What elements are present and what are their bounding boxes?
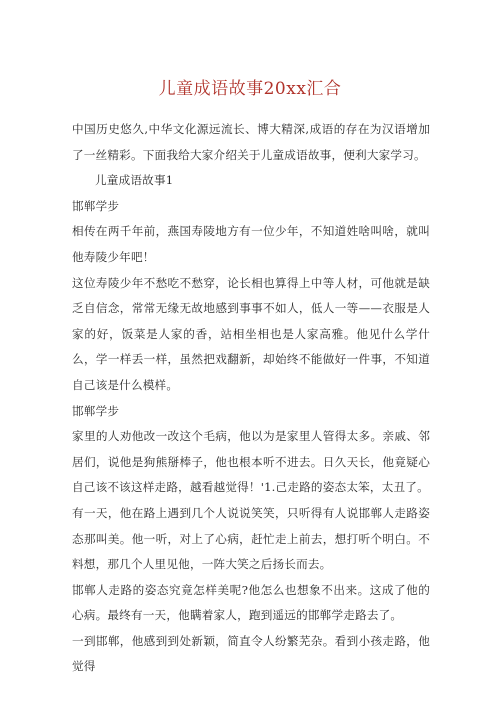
document-body [72,117,430,680]
story-subtitle: 邯郸学步 [72,403,120,418]
document-title: 儿童成语故事20xx汇合 [158,79,342,99]
story-subtitle: 邯郸学步 [72,198,120,213]
story-paragraph: 一到邯郸，他感到到处新颖，简直令人纷繁芜杂。看到小孩走路，他觉得 [72,633,430,674]
story-paragraph: 相传在两千年前，燕国寿陵地方有一位少年，不知道姓啥叫啥，就叫他寿陵少年吧！ [72,224,430,264]
intro-paragraph: 中国历史悠久,中华文化源远流长、博大精深,成语的存在为汉语增加了一丝精彩。下面我给大家介绍关于儿童成语故事，便利大家学习。 [72,122,430,162]
story-paragraph: 有一天，他在路上遇到几个人说说笑笑，只听得有人说邯郸人走路姿态那叫美。他一听，对上了心病，赶忙走上前去，想打听个明白。不料想，那几个人里见他，一阵大笑之后扬长而去。 [72,505,430,572]
story-paragraph: 家里的人劝他改一改这个毛病，他以为是家里人管得太多。亲戚、邻居们，说他是狗熊掰棒子，他也根本听不进去。日久天长，他竟疑心自己该不该这样走路，越看越觉得！'1.己走路的姿态太笨，太丑了。 [72,429,430,495]
section-heading: 儿童成语故事1 [95,173,174,188]
story-paragraph: 这位寿陵少年不愁吃不愁穿，论长相也算得上中等人材，可他就是缺乏自信念，常常无缘无故地感到事事不如人，低人一等——衣服是人家的好，饭菜是人家的香，站相坐相也是人家高雅。他见什么学什么，学一样丢一样，虽然把戏翻新，却始终不能做好一件事，不知道自己该是什么模样。 [72,275,430,392]
story-paragraph: 邯郸人走路的姿态究竟怎样美呢?他怎么也想象不出来。这成了他的心病。最终有一天，他瞒着家人，跑到遥远的邯郸学走路去了。 [72,582,430,623]
